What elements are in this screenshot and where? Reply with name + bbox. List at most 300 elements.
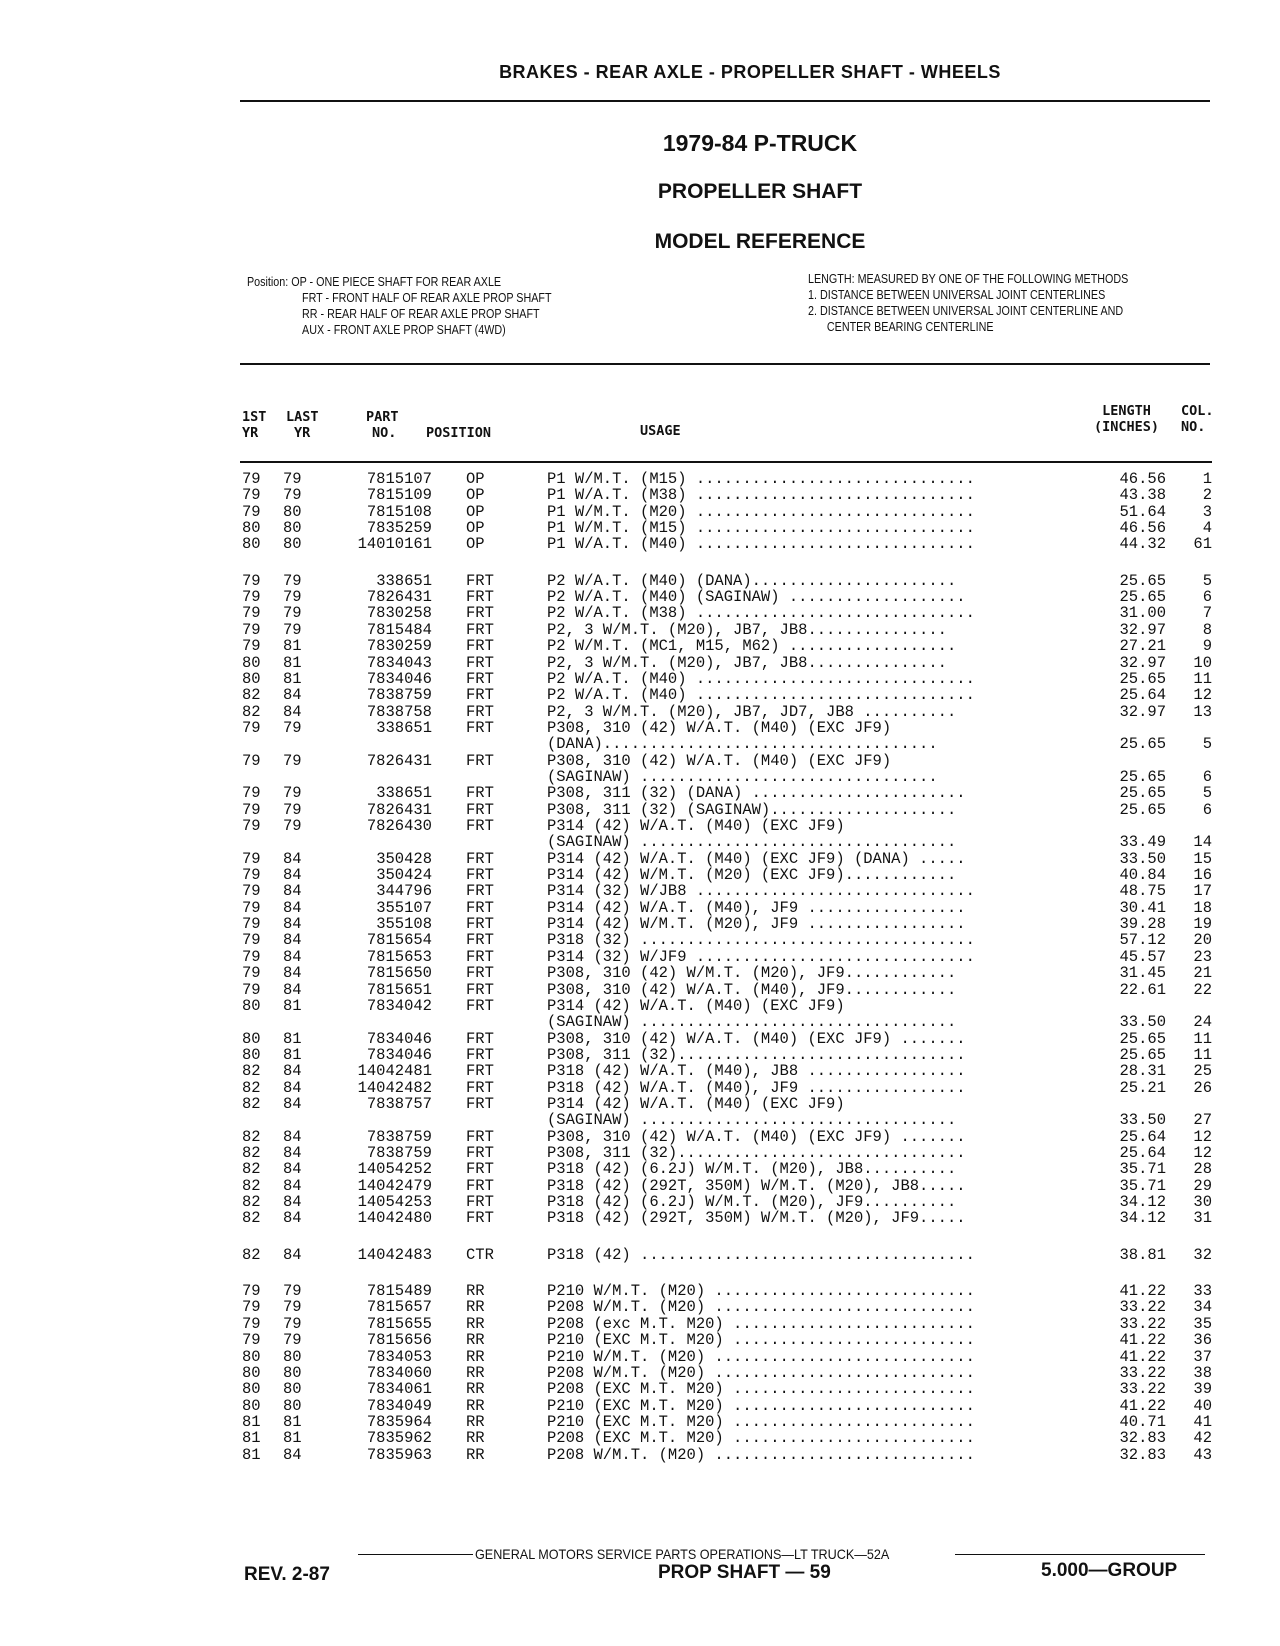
length-cell: 46.56: [1119, 470, 1166, 488]
usage-cell: P318 (42) (292T, 350M) W/M.T. (M20), JB8.....: [547, 1177, 966, 1194]
length-cell: 25.65: [1119, 1029, 1166, 1048]
last-yr-cell: 81: [283, 653, 302, 672]
length-cell: 25.65: [1119, 767, 1166, 786]
table-row: [0, 851, 1280, 868]
position-cell: FRT: [466, 866, 494, 885]
position-cell: FRT: [466, 637, 494, 656]
usage-cell: P314 (32) W/JB8 ..............................: [547, 883, 975, 900]
part-no-cell: 7834046: [366, 669, 432, 688]
position-legend-line: AUX - FRONT AXLE PROP SHAFT (4WD): [302, 323, 506, 337]
part-no-cell: 7815484: [366, 620, 432, 639]
last-yr-cell: 81: [283, 1045, 302, 1064]
length-cell: 25.65: [1119, 800, 1166, 819]
col-no-cell: 11: [1193, 1029, 1212, 1048]
length-cell: 31.45: [1119, 964, 1166, 983]
first-yr-cell: 79: [242, 637, 261, 656]
usage-cell: (SAGINAW) ..................................: [547, 1112, 957, 1129]
last-yr-cell: 80: [283, 1363, 302, 1382]
length-cell: 33.50: [1119, 1111, 1166, 1130]
col-no-cell: 22: [1193, 980, 1212, 999]
position-cell: FRT: [466, 817, 494, 835]
length-cell: 41.22: [1119, 1347, 1166, 1366]
first-yr-cell: 80: [242, 653, 261, 672]
first-yr-cell: 80: [242, 996, 261, 1015]
part-no-cell: 7834046: [366, 1029, 432, 1048]
last-yr-cell: 81: [283, 1412, 302, 1431]
part-no-cell: 355108: [376, 915, 432, 934]
first-yr-cell: 79: [242, 1298, 261, 1317]
length-cell: 22.61: [1119, 980, 1166, 999]
part-no-cell: 7815108: [366, 502, 432, 521]
last-yr-cell: 79: [283, 470, 302, 488]
table-row: [0, 1349, 1280, 1366]
position-cell: FRT: [466, 800, 494, 819]
col-header-col-no-l1: COL.: [1181, 403, 1214, 419]
last-yr-cell: 79: [283, 751, 302, 770]
length-cell: 27.21: [1119, 637, 1166, 656]
last-yr-cell: 84: [283, 980, 302, 999]
col-header-part-no: [366, 409, 399, 441]
usage-cell: P1 W/A.T. (M40) ..............................: [547, 536, 975, 553]
col-no-cell: 14: [1193, 833, 1212, 852]
table-row: [0, 487, 1280, 504]
table-row: [0, 932, 1280, 949]
col-no-cell: 12: [1193, 1127, 1212, 1146]
position-cell: FRT: [466, 915, 494, 934]
first-yr-cell: 79: [242, 1331, 261, 1350]
position-cell: FRT: [466, 849, 494, 868]
part-no-cell: 7815489: [366, 1282, 432, 1301]
part-no-cell: 7834061: [366, 1380, 432, 1399]
table-row: [0, 900, 1280, 917]
first-yr-cell: 82: [242, 1176, 261, 1195]
col-no-cell: 36: [1193, 1331, 1212, 1350]
table-row: [0, 1332, 1280, 1349]
col-no-cell: 32: [1193, 1245, 1212, 1264]
position-cell: RR: [466, 1380, 485, 1399]
part-no-cell: 7834049: [366, 1396, 432, 1415]
length-cell: 33.22: [1119, 1380, 1166, 1399]
position-cell: RR: [466, 1412, 485, 1431]
footer-rule-left: [358, 1554, 473, 1555]
table-row: [0, 687, 1280, 704]
usage-cell: P210 (EXC M.T. M20) ..........................: [547, 1397, 975, 1414]
first-yr-cell: 82: [242, 1209, 261, 1228]
length-cell: 33.22: [1119, 1314, 1166, 1333]
table-row: [0, 605, 1280, 622]
usage-cell: P314 (42) W/A.T. (M40), JF9 .................: [547, 899, 966, 916]
table-row: [0, 655, 1280, 672]
length-cell: 25.65: [1119, 1045, 1166, 1064]
part-no-cell: 7815654: [366, 931, 432, 950]
position-cell: FRT: [466, 1045, 494, 1064]
first-yr-cell: 79: [242, 931, 261, 950]
table-row: [0, 802, 1280, 819]
usage-cell: P318 (42) W/A.T. (M40), JB8 .................: [547, 1063, 966, 1080]
last-yr-cell: 79: [283, 620, 302, 639]
last-yr-cell: 84: [283, 1144, 302, 1162]
position-cell: FRT: [466, 588, 494, 607]
col-no-cell: 61: [1193, 535, 1212, 554]
position-legend-line: FRT - FRONT HALF OF REAR AXLE PROP SHAFT: [302, 291, 552, 305]
page-subtitle-2: MODEL REFERENCE: [654, 230, 866, 253]
first-yr-cell: 79: [242, 751, 261, 770]
length-cell: 25.65: [1119, 669, 1166, 688]
position-cell: RR: [466, 1298, 485, 1317]
length-cell: 45.57: [1119, 947, 1166, 966]
col-no-cell: 5: [1202, 571, 1212, 590]
last-yr-cell: 79: [283, 1314, 302, 1333]
col-no-cell: 40: [1193, 1396, 1212, 1415]
col-header-last-yr-l2: YR: [294, 425, 311, 441]
first-yr-cell: 79: [242, 1282, 261, 1301]
usage-cell: P2 W/A.T. (M40) (SAGINAW) ...................: [547, 589, 966, 606]
table-row: [0, 1080, 1280, 1097]
usage-cell: P314 (42) W/A.T. (M40) (EXC JF9): [547, 997, 845, 1015]
usage-cell: P308, 311 (32)...............................: [547, 1145, 966, 1162]
position-cell: CTR: [466, 1245, 494, 1264]
usage-cell: P210 (EXC M.T. M20) ..........................: [547, 1413, 975, 1431]
part-no-cell: 14054252: [357, 1160, 432, 1179]
last-yr-cell: 84: [283, 1127, 302, 1146]
part-no-cell: 7815656: [366, 1331, 432, 1350]
part-no-cell: 7838758: [366, 702, 432, 721]
usage-cell: P208 (exc M.T. M20) ..........................: [547, 1315, 975, 1332]
table-row: [0, 1047, 1280, 1064]
table-row: [0, 1178, 1280, 1195]
part-no-cell: 7835963: [366, 1445, 432, 1464]
usage-cell: P314 (32) W/JF9 ..............................: [547, 948, 975, 965]
col-no-cell: 4: [1202, 519, 1212, 538]
table-row: [0, 736, 1280, 753]
part-no-cell: 7834053: [366, 1347, 432, 1366]
first-yr-cell: 79: [242, 470, 261, 488]
position-cell: OP: [466, 470, 485, 488]
header-rule: [240, 100, 1210, 102]
table-row: [0, 965, 1280, 982]
col-header-col-no-l2: NO.: [1181, 419, 1206, 435]
usage-cell: P308, 310 (42) W/M.T. (M20), JF9............: [547, 965, 957, 982]
table-row: [0, 1430, 1280, 1447]
length-cell: 41.22: [1119, 1282, 1166, 1301]
part-no-cell: 7815109: [366, 486, 432, 505]
col-header-first-yr-l2: YR: [242, 425, 259, 441]
col-header-first-yr-l1: 1ST: [242, 409, 267, 425]
part-no-cell: 7826430: [366, 817, 432, 835]
length-cell: 25.65: [1119, 588, 1166, 607]
usage-cell: (SAGINAW) ..................................: [547, 1014, 957, 1031]
col-header-position: POSITION: [426, 425, 492, 441]
length-cell: 35.71: [1119, 1160, 1166, 1179]
last-yr-cell: 79: [283, 1298, 302, 1317]
first-yr-cell: 79: [242, 571, 261, 590]
first-yr-cell: 80: [242, 669, 261, 688]
col-header-first-yr: [242, 409, 266, 441]
table-row: [0, 720, 1280, 737]
first-yr-cell: 80: [242, 535, 261, 554]
position-cell: FRT: [466, 686, 494, 705]
footer-center-line: GENERAL MOTORS SERVICE PARTS OPERATIONS—LT TRUCK—52A: [475, 1546, 890, 1562]
col-no-cell: 16: [1193, 866, 1212, 885]
usage-cell: P308, 310 (42) W/A.T. (M40) (EXC JF9): [547, 719, 892, 737]
col-no-cell: 10: [1193, 653, 1212, 672]
length-cell: 34.12: [1119, 1193, 1166, 1212]
last-yr-cell: 79: [283, 486, 302, 505]
usage-cell: P308, 310 (42) W/A.T. (M40) (EXC JF9) .......: [547, 1030, 966, 1047]
part-no-cell: 7826431: [366, 800, 432, 819]
part-no-cell: 7826431: [366, 588, 432, 607]
section-title: BRAKES - REAR AXLE - PROPELLER SHAFT - WHEELS: [499, 62, 1001, 82]
last-yr-cell: 81: [283, 1029, 302, 1048]
first-yr-cell: 82: [242, 1160, 261, 1179]
usage-cell: P210 W/M.T. (M20) ............................: [547, 1283, 975, 1300]
col-no-cell: 9: [1202, 637, 1212, 656]
table-row: [0, 1112, 1280, 1129]
length-cell: 25.64: [1119, 1144, 1166, 1162]
col-no-cell: 2: [1202, 486, 1212, 505]
table-row: [0, 671, 1280, 688]
table-row: [0, 949, 1280, 966]
first-yr-cell: 79: [242, 718, 261, 737]
last-yr-cell: 84: [283, 1209, 302, 1228]
col-no-cell: 17: [1193, 882, 1212, 901]
last-yr-cell: 84: [283, 931, 302, 950]
position-cell: FRT: [466, 1127, 494, 1146]
part-no-cell: 7838759: [366, 686, 432, 705]
table-row: [0, 1283, 1280, 1300]
table-row: [0, 818, 1280, 835]
usage-cell: P2 W/A.T. (M38) ..............................: [547, 605, 975, 622]
part-no-cell: 350428: [376, 849, 432, 868]
part-no-cell: 7830259: [366, 637, 432, 656]
first-yr-cell: 79: [242, 849, 261, 868]
usage-cell: P308, 310 (42) W/A.T. (M40), JF9............: [547, 981, 957, 998]
footer-revision: REV. 2-87: [244, 1564, 330, 1585]
first-yr-cell: 80: [242, 519, 261, 538]
position-cell: FRT: [466, 604, 494, 623]
legend-rule: [240, 363, 1210, 365]
last-yr-cell: 84: [283, 1176, 302, 1195]
table-row: [0, 753, 1280, 770]
position-cell: RR: [466, 1445, 485, 1464]
length-legend-line: CENTER BEARING CENTERLINE: [826, 320, 994, 334]
part-no-cell: 7815653: [366, 947, 432, 966]
usage-cell: P308, 310 (42) W/A.T. (M40) (EXC JF9) .......: [547, 1128, 966, 1145]
table-row: [0, 883, 1280, 900]
table-row: [0, 1365, 1280, 1382]
length-cell: 39.28: [1119, 915, 1166, 934]
first-yr-cell: 82: [242, 1144, 261, 1162]
table-row: [0, 536, 1280, 553]
part-no-cell: 7826431: [366, 751, 432, 770]
table-row: [0, 867, 1280, 884]
position-cell: FRT: [466, 1193, 494, 1212]
table-row: [0, 1014, 1280, 1031]
position-cell: RR: [466, 1331, 485, 1350]
length-cell: 32.97: [1119, 702, 1166, 721]
col-no-cell: 19: [1193, 915, 1212, 934]
position-cell: FRT: [466, 882, 494, 901]
usage-cell: P1 W/M.T. (M15) ..............................: [547, 471, 975, 488]
length-cell: 33.50: [1119, 849, 1166, 868]
first-yr-cell: 82: [242, 1078, 261, 1097]
col-header-part-no-l2: NO.: [372, 425, 397, 441]
col-header-length-l2: (INCHES): [1094, 419, 1160, 435]
table-row: [0, 769, 1280, 786]
col-no-cell: 30: [1193, 1193, 1212, 1212]
table-row: [0, 622, 1280, 639]
length-cell: 57.12: [1119, 931, 1166, 950]
col-no-cell: 42: [1193, 1429, 1212, 1448]
last-yr-cell: 84: [283, 882, 302, 901]
table-row: [0, 1381, 1280, 1398]
part-no-cell: 355107: [376, 898, 432, 917]
last-yr-cell: 84: [283, 702, 302, 721]
usage-cell: P308, 311 (32)...............................: [547, 1046, 966, 1064]
length-cell: 28.31: [1119, 1062, 1166, 1081]
position-cell: FRT: [466, 898, 494, 917]
table-row: [0, 1398, 1280, 1415]
col-no-cell: 25: [1193, 1062, 1212, 1081]
last-yr-cell: 80: [283, 1347, 302, 1366]
part-no-cell: 14042479: [357, 1176, 432, 1195]
table-row: [0, 1161, 1280, 1178]
usage-cell: P1 W/M.T. (M20) ..............................: [547, 503, 975, 520]
usage-cell: (DANA)....................................: [547, 736, 938, 753]
part-no-cell: 7834060: [366, 1363, 432, 1382]
usage-cell: P318 (32) ....................................: [547, 932, 975, 949]
length-cell: 33.49: [1119, 833, 1166, 852]
col-no-cell: 26: [1193, 1078, 1212, 1097]
table-row: [0, 1063, 1280, 1080]
position-cell: FRT: [466, 653, 494, 672]
last-yr-cell: 79: [283, 784, 302, 803]
position-cell: RR: [466, 1429, 485, 1448]
length-cell: 32.83: [1119, 1429, 1166, 1448]
usage-cell: (SAGINAW) ..................................: [547, 834, 957, 851]
last-yr-cell: 84: [283, 686, 302, 705]
position-cell: FRT: [466, 1062, 494, 1081]
position-cell: FRT: [466, 1176, 494, 1195]
table-row: [0, 471, 1280, 488]
part-no-cell: 350424: [376, 866, 432, 885]
last-yr-cell: 84: [283, 866, 302, 885]
position-cell: RR: [466, 1282, 485, 1301]
length-cell: 34.12: [1119, 1209, 1166, 1228]
col-header-usage: USAGE: [640, 423, 681, 439]
last-yr-cell: 84: [283, 1078, 302, 1097]
first-yr-cell: 82: [242, 1193, 261, 1212]
table-row: [0, 1210, 1280, 1227]
col-no-cell: 15: [1193, 849, 1212, 868]
usage-cell: P1 W/A.T. (M38) ..............................: [547, 487, 975, 504]
first-yr-cell: 79: [242, 588, 261, 607]
col-header-part-no-l1: PART: [366, 409, 399, 425]
part-no-cell: 14042480: [357, 1209, 432, 1228]
col-no-cell: 6: [1202, 767, 1212, 786]
table-row: [0, 982, 1280, 999]
part-no-cell: 338651: [376, 718, 432, 737]
position-cell: OP: [466, 486, 485, 505]
position-cell: OP: [466, 535, 485, 554]
last-yr-cell: 79: [283, 718, 302, 737]
col-no-cell: 23: [1193, 947, 1212, 966]
table-row: [0, 1145, 1280, 1162]
last-yr-cell: 84: [283, 964, 302, 983]
part-no-cell: 7838757: [366, 1094, 432, 1113]
col-no-cell: 24: [1193, 1013, 1212, 1032]
part-no-cell: 338651: [376, 571, 432, 590]
usage-cell: P318 (42) (6.2J) W/M.T. (M20), JB8..........: [547, 1161, 957, 1178]
first-yr-cell: 79: [242, 486, 261, 505]
usage-cell: P2, 3 W/M.T. (M20), JB7, JB8...............: [547, 621, 947, 638]
length-cell: 40.84: [1119, 866, 1166, 885]
col-no-cell: 18: [1193, 898, 1212, 917]
col-no-cell: 38: [1193, 1363, 1212, 1382]
table-header-rule: [240, 461, 1212, 463]
col-header-length-l1: LENGTH: [1102, 403, 1151, 419]
length-cell: 25.65: [1119, 571, 1166, 590]
length-cell: 46.56: [1119, 519, 1166, 538]
col-no-cell: 34: [1193, 1298, 1212, 1317]
table-row: [0, 834, 1280, 851]
first-yr-cell: 82: [242, 702, 261, 721]
position-cell: FRT: [466, 1209, 494, 1228]
first-yr-cell: 80: [242, 1363, 261, 1382]
usage-cell: P1 W/M.T. (M15) ..............................: [547, 520, 975, 537]
col-no-cell: 11: [1193, 1045, 1212, 1064]
first-yr-cell: 79: [242, 964, 261, 983]
position-cell: FRT: [466, 571, 494, 590]
usage-cell: P2 W/A.T. (M40) ..............................: [547, 687, 975, 704]
position-cell: RR: [466, 1396, 485, 1415]
table-row: [0, 1447, 1280, 1464]
table-row: [0, 1414, 1280, 1431]
usage-cell: P210 (EXC M.T. M20) ..........................: [547, 1332, 975, 1349]
usage-cell: P308, 310 (42) W/A.T. (M40) (EXC JF9): [547, 752, 892, 769]
part-no-cell: 7835259: [366, 519, 432, 538]
position-cell: RR: [466, 1363, 485, 1382]
position-cell: FRT: [466, 1160, 494, 1179]
usage-cell: (SAGINAW) ................................: [547, 768, 938, 786]
first-yr-cell: 79: [242, 915, 261, 934]
position-cell: FRT: [466, 1029, 494, 1048]
usage-cell: P314 (42) W/A.T. (M40) (EXC JF9): [547, 818, 845, 835]
first-yr-cell: 82: [242, 1062, 261, 1081]
part-no-cell: 7815107: [366, 470, 432, 488]
position-cell: FRT: [466, 718, 494, 737]
position-cell: FRT: [466, 620, 494, 639]
col-no-cell: 20: [1193, 931, 1212, 950]
last-yr-cell: 84: [283, 898, 302, 917]
part-no-cell: 14010161: [357, 535, 432, 554]
length-cell: 25.65: [1119, 735, 1166, 754]
length-cell: 25.64: [1119, 1127, 1166, 1146]
position-cell: FRT: [466, 784, 494, 803]
length-cell: 32.97: [1119, 653, 1166, 672]
first-yr-cell: 81: [242, 1445, 261, 1464]
position-legend: [247, 274, 552, 338]
position-cell: FRT: [466, 751, 494, 770]
first-yr-cell: 79: [242, 866, 261, 885]
first-yr-cell: 80: [242, 1380, 261, 1399]
usage-cell: P210 W/M.T. (M20) ............................: [547, 1348, 975, 1365]
last-yr-cell: 84: [283, 1193, 302, 1212]
length-cell: 30.41: [1119, 898, 1166, 917]
usage-cell: P314 (42) W/M.T. (M20), JF9 .................: [547, 916, 966, 933]
col-no-cell: 12: [1193, 686, 1212, 705]
usage-cell: P308, 311 (32) (DANA) .......................: [547, 785, 966, 802]
